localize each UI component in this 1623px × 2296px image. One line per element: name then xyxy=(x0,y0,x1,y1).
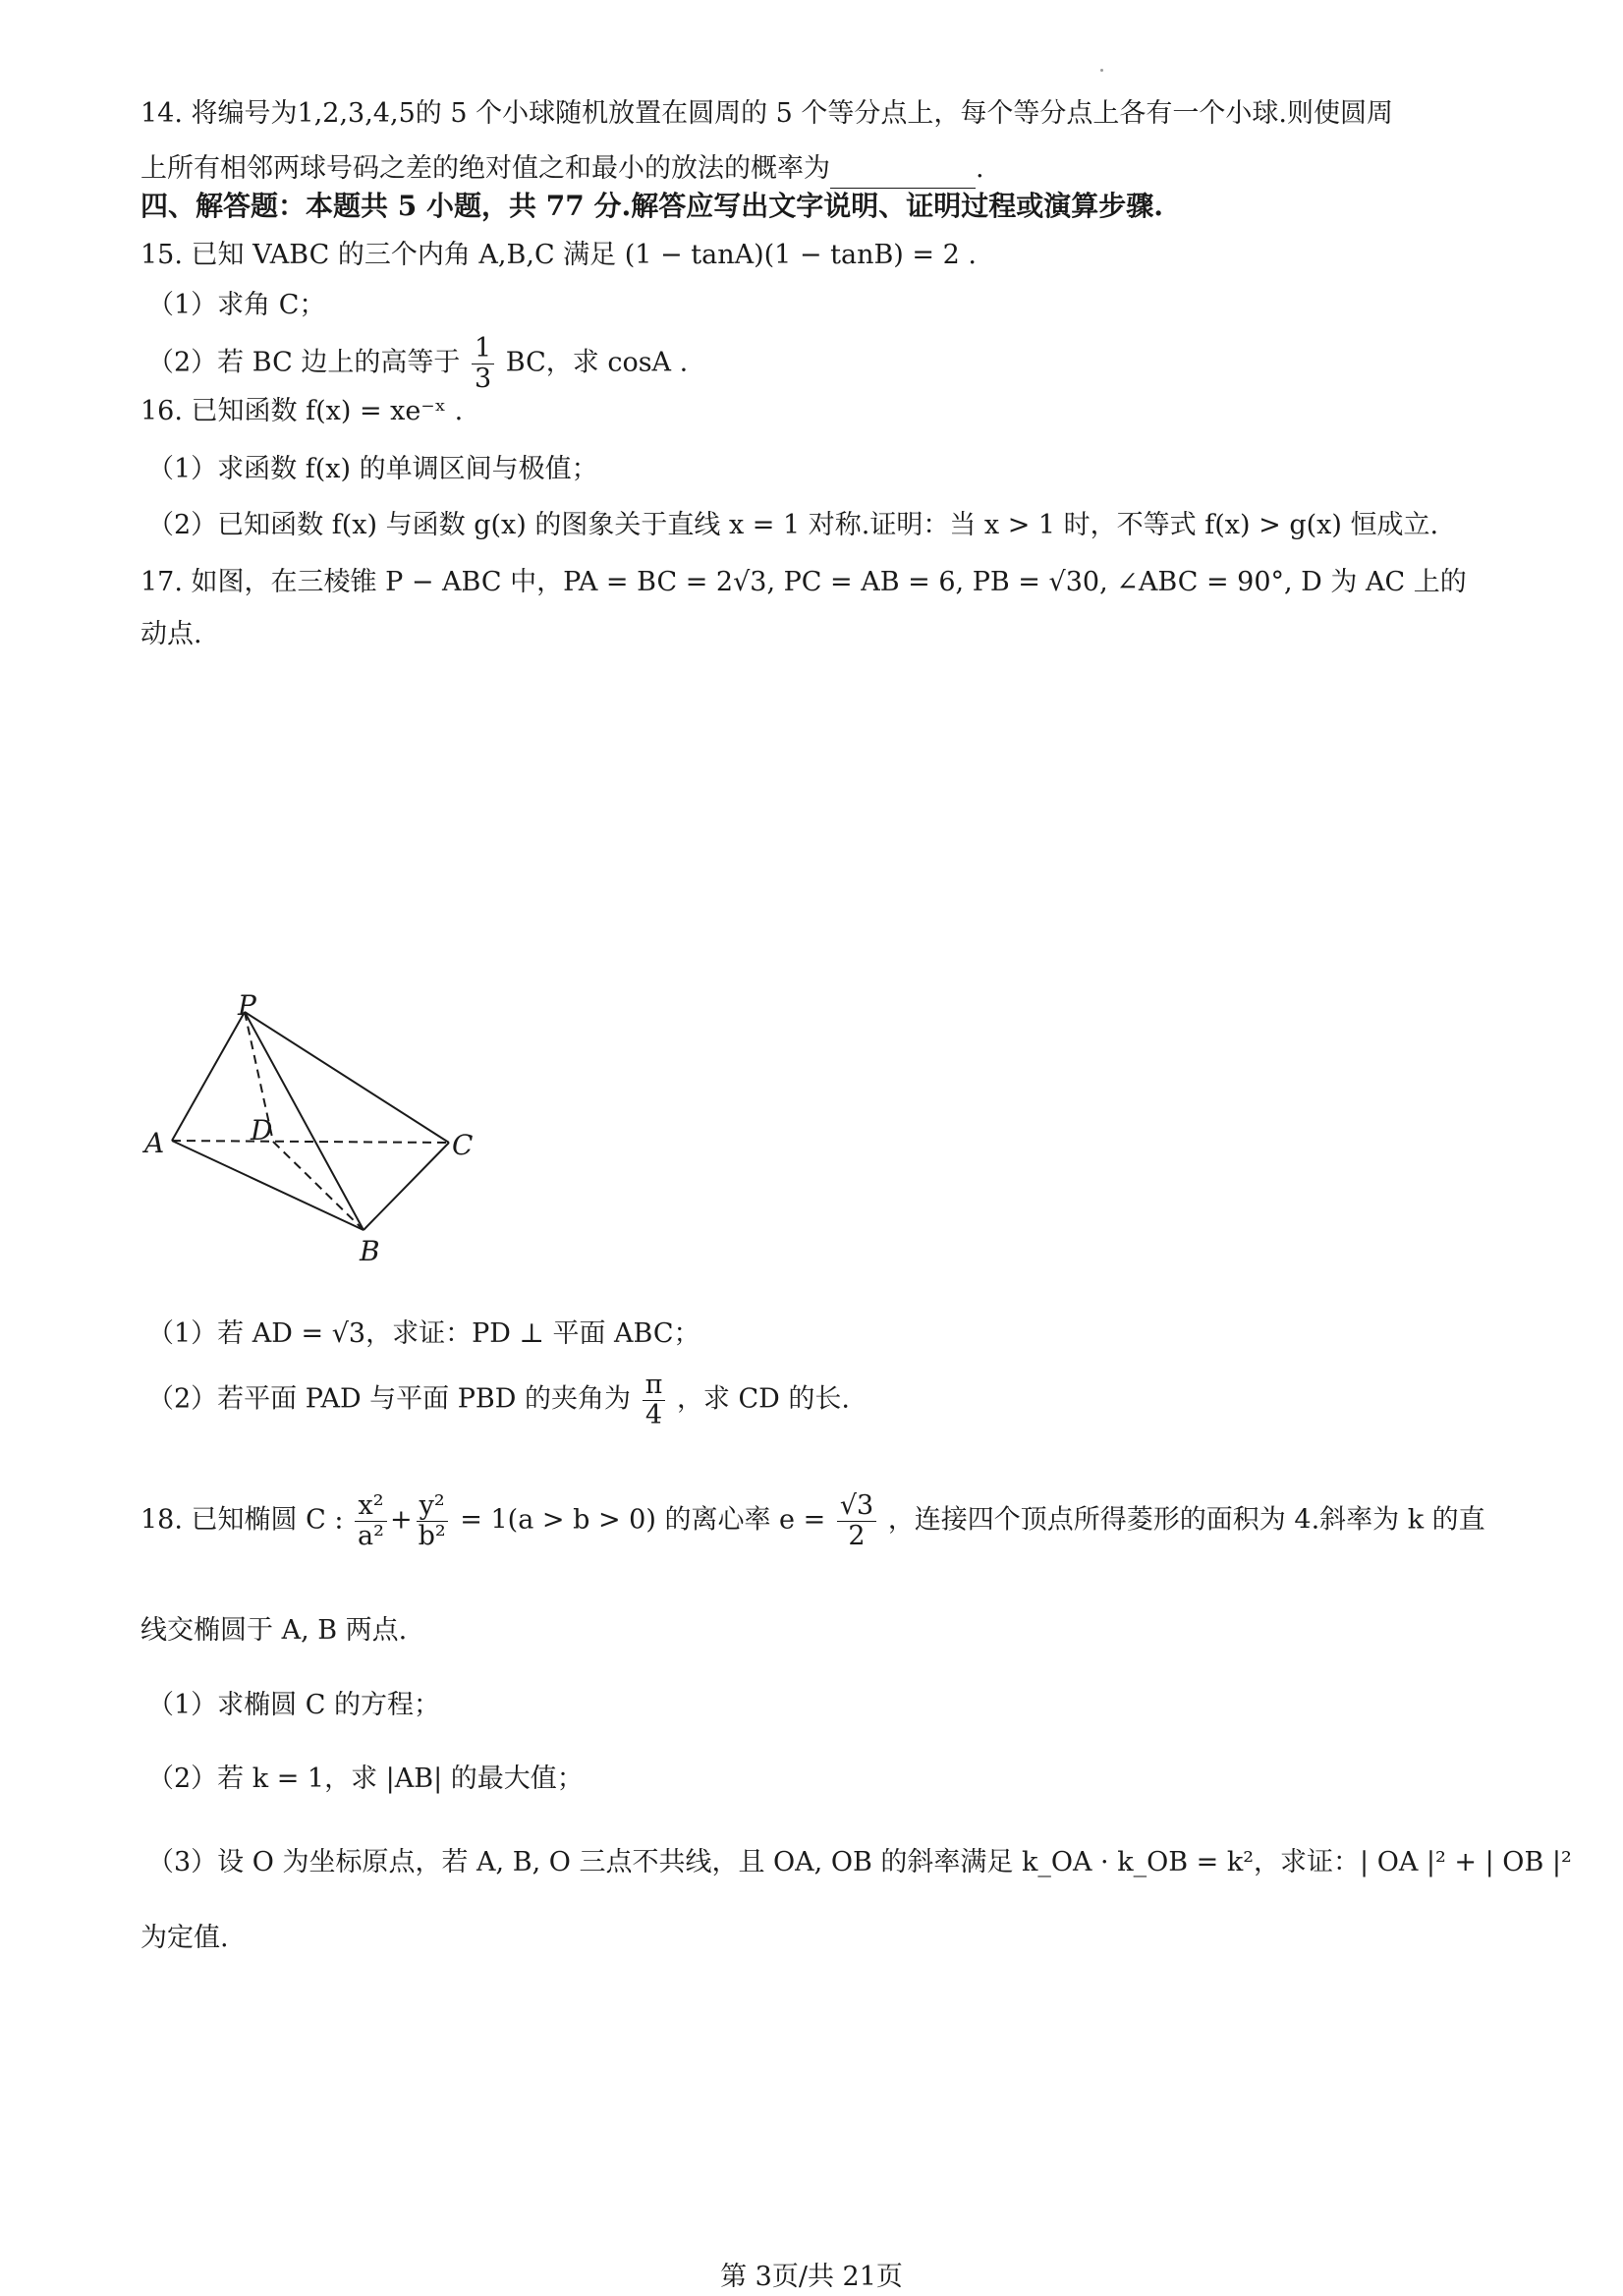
page-footer: 第 3页/共 21页 xyxy=(720,2262,903,2292)
q14-line2-text: 上所有相邻两球号码之差的绝对值之和最小的放法的概率为 xyxy=(140,153,830,184)
q15-frac-den: 3 xyxy=(474,363,492,394)
q18-frac-e xyxy=(837,1491,876,1550)
label-d: D xyxy=(251,1114,273,1147)
q15-part2 xyxy=(147,334,1495,393)
q18-middle: = 1(a > b > 0) 的离心率 e = xyxy=(460,1504,826,1536)
q14-line1: 14. 将编号为1,2,3,4,5的 5 个小球随机放置在圆周的 5 个等分点上，每个等分点上各有一个小球.则使圆周 xyxy=(140,98,1394,129)
edge-pc xyxy=(245,1012,449,1143)
label-b: B xyxy=(360,1235,380,1267)
q17-fraction xyxy=(643,1371,666,1429)
q18-frac-e-den: 2 xyxy=(848,1520,866,1551)
q18-frac-y-num: y² xyxy=(417,1491,448,1522)
q18-line1 xyxy=(140,1491,1495,1550)
q18-suffix: ，连接四个顶点所得菱形的面积为 4.斜率为 k 的直 xyxy=(887,1504,1485,1536)
q16-part1: （1）求函数 f(x) 的单调区间与极值； xyxy=(147,454,598,484)
q17-part2-before: （2）若平面 PAD 与平面 PBD 的夹角为 xyxy=(147,1383,631,1415)
q18-frac-x-den: a² xyxy=(358,1520,384,1551)
q17-line2: 动点. xyxy=(140,619,202,649)
answer-blank xyxy=(830,160,976,189)
q18-part2: （2）若 k = 1，求 |AB| 的最大值； xyxy=(147,1764,584,1794)
q15-frac-num: 1 xyxy=(472,334,494,364)
q17-part1: （1）若 AD = √3，求证：PD ⊥ 平面 ABC； xyxy=(147,1318,700,1349)
q15-part2-before: （2）若 BC 边上的高等于 xyxy=(147,347,461,378)
q18-prefix: 18. 已知椭圆 C : xyxy=(140,1504,344,1536)
q15-stem: 15. 已知 VABC 的三个内角 A,B,C 满足 (1 − tanA)(1 − tanB) = 2 . xyxy=(140,240,977,270)
q16-part2: （2）已知函数 f(x) 与函数 g(x) 的图象关于直线 x = 1 对称.证明：当 x > 1 时，不等式 f(x) > g(x) 恒成立. xyxy=(147,510,1439,540)
q18-frac-y-den: b² xyxy=(418,1520,446,1551)
edge-pa xyxy=(172,1012,245,1141)
q16-stem: 16. 已知函数 f(x) = xe⁻ˣ . xyxy=(140,396,464,426)
q18-part3-end: 为定值. xyxy=(140,1923,229,1953)
section-heading: 四、解答题：本题共 5 小题，共 77 分.解答应写出文字说明、证明过程或演算步骤. xyxy=(140,190,1163,222)
edge-bc xyxy=(364,1143,449,1230)
q17-frac-den: 4 xyxy=(644,1399,663,1430)
scan-speck xyxy=(1100,69,1103,72)
edge-ab xyxy=(172,1141,364,1230)
q18-part3: （3）设 O 为坐标原点，若 A, B, O 三点不共线，且 OA, OB 的斜率满足 k_OA · k_OB = k²，求证：| OA |² + | OB |² xyxy=(147,1847,1572,1877)
label-c: C xyxy=(452,1129,474,1161)
q15-part2-after: BC，求 cosA . xyxy=(505,347,689,378)
q17-part2 xyxy=(147,1371,1495,1429)
q17-frac-num: π xyxy=(643,1371,666,1401)
q18-frac-e-num: √3 xyxy=(837,1491,876,1522)
q14-line2-end: . xyxy=(976,153,984,184)
q14-line2 xyxy=(140,149,1495,189)
q18-line2: 线交椭圆于 A, B 两点. xyxy=(140,1615,408,1646)
q18-frac-y xyxy=(416,1491,449,1550)
label-a: A xyxy=(144,1127,165,1159)
q18-part1: （1）求椭圆 C 的方程； xyxy=(147,1690,441,1720)
q17-part2-after: ，求 CD 的长. xyxy=(676,1383,850,1415)
q18-frac-x xyxy=(355,1491,387,1550)
segment-db-hidden xyxy=(273,1142,364,1230)
edge-ac-hidden xyxy=(172,1141,449,1143)
label-p: P xyxy=(238,989,256,1022)
q18-frac-x-num: x² xyxy=(355,1491,386,1522)
q18-plus: + xyxy=(389,1504,413,1536)
q17-line1: 17. 如图，在三棱锥 P − ABC 中，PA = BC = 2√3, PC = AB = 6, PB = √30, ∠ABC = 90°, D 为 AC 上的 xyxy=(140,567,1467,597)
q15-part1: （1）求角 C； xyxy=(147,290,326,320)
q15-fraction xyxy=(472,334,494,393)
tetrahedron-figure xyxy=(128,982,501,1277)
